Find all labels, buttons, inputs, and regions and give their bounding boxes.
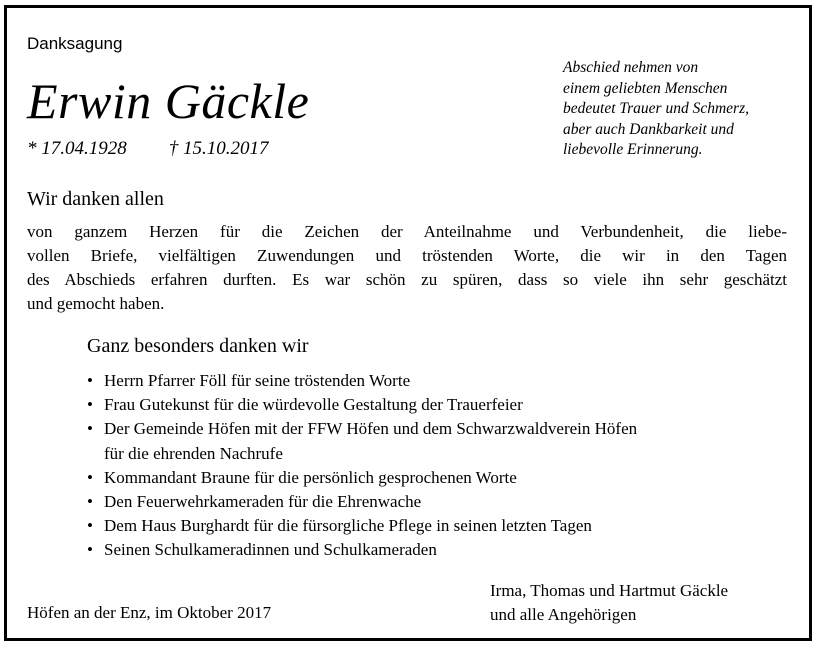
bullet-icon: • [87, 540, 93, 560]
signature-line: und alle Angehörigen [490, 605, 637, 624]
list-item: • Herrn Pfarrer Föll für seine tröstenden Worte [87, 369, 637, 393]
quote-line: liebevolle Erinnerung. [563, 141, 703, 158]
bullet-icon: • [87, 419, 93, 439]
signature-line: Irma, Thomas und Hartmut Gäckle [490, 581, 729, 600]
quote-line: einem geliebten Menschen [563, 79, 728, 97]
list-item: • Dem Haus Burghardt für die fürsorgliche Pflege in seinen letzten Tagen [87, 514, 637, 538]
quote-line: Abschied nehmen von [563, 59, 699, 76]
list-item: • Frau Gutekunst für die würdevolle Gestaltung der Trauerfeier [87, 393, 637, 417]
signature-block [490, 579, 728, 627]
bullet-icon: • [87, 492, 93, 512]
obituary-card [4, 5, 812, 641]
thanks-heading: Wir danken allen [27, 188, 164, 210]
list-item: • Der Gemeinde Höfen mit der FFW Höfen und dem Schwarzwaldverein Höfen [87, 417, 637, 441]
thanks-paragraph [27, 220, 787, 316]
quote-line: aber auch Dankbarkeit und [563, 120, 734, 138]
paragraph-line: des Abschieds erfahren durften. Es war schön zu spüren, dass so viele ihn sehr geschätzt [27, 270, 787, 289]
list-item: • Kommandant Braune für die persönlich gesprochenen Worte [87, 466, 637, 490]
quote-line: bedeutet Trauer und Schmerz, [563, 100, 749, 117]
notice-label: Danksagung [27, 34, 123, 53]
bullet-icon: • [87, 371, 93, 390]
paragraph-line: vollen Briefe, vielfältigen Zuwendungen und tröstenden Worte, die wir in den Tagen [27, 246, 787, 265]
bullet-icon: • [87, 395, 93, 415]
birth-date: * 17.04.1928 [27, 138, 127, 159]
special-thanks-heading: Ganz besonders danken wir [87, 335, 309, 357]
list-item: • Seinen Schulkameradinnen und Schulkameraden [87, 538, 637, 562]
list-item: • Den Feuerwehrkameraden für die Ehrenwache [87, 490, 637, 514]
list-item-continuation: für die ehrenden Nachrufe [104, 443, 283, 463]
paragraph-line: von ganzem Herzen für die Zeichen der Anteilnahme und Verbundenheit, die liebe- [27, 222, 787, 241]
special-thanks-list [87, 369, 637, 563]
bullet-icon: • [87, 516, 93, 536]
place-and-date: Höfen an der Enz, im Oktober 2017 [27, 603, 272, 622]
bullet-icon: • [87, 467, 93, 487]
death-date: † 15.10.2017 [168, 138, 269, 159]
deceased-name: Erwin Gäckle [27, 73, 310, 129]
life-dates [27, 138, 269, 160]
memorial-quote [563, 58, 803, 161]
paragraph-line: und gemocht haben. [27, 294, 165, 313]
